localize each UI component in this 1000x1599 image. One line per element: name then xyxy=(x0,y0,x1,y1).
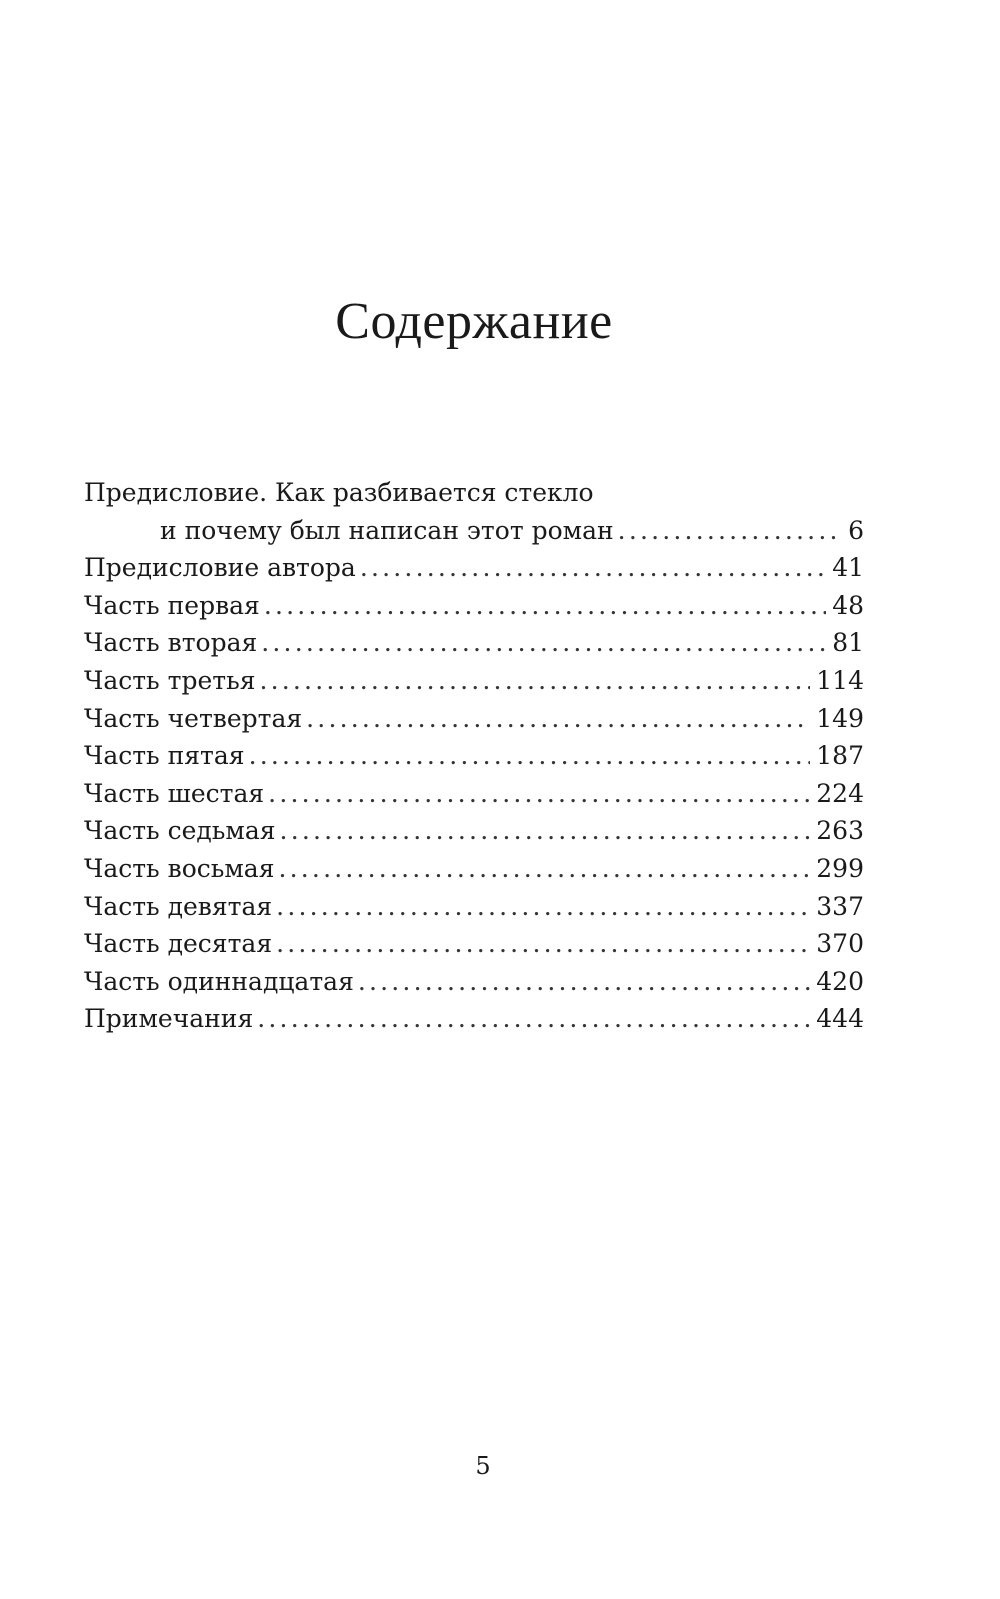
toc-entry-label: Часть пятая xyxy=(84,741,245,771)
toc-entry-page: 187 xyxy=(816,741,864,771)
toc-entry xyxy=(84,850,864,888)
toc-entry xyxy=(84,1000,864,1038)
toc-entry xyxy=(84,737,864,775)
toc-leader-dots xyxy=(280,812,811,850)
toc-entry-label: Часть девятая xyxy=(84,891,273,921)
toc-entry-label: Часть четвертая xyxy=(84,703,303,733)
toc-leader-dots xyxy=(276,888,810,926)
toc-entry xyxy=(84,925,864,963)
toc-leader-dots xyxy=(249,737,811,775)
toc-entry-label: Часть восьмая xyxy=(84,853,275,883)
toc-leader-dots xyxy=(306,700,810,738)
toc-leader-dots xyxy=(360,549,826,587)
toc-entry-label: Предисловие. Как разбивается стекло xyxy=(84,478,594,507)
toc-leader-dots xyxy=(259,662,810,700)
table-of-contents xyxy=(84,474,864,1038)
toc-entry-label: и почему был написан этот роман xyxy=(160,515,614,545)
toc-entry-page: 263 xyxy=(816,816,864,846)
toc-entry xyxy=(84,775,864,813)
toc-entry-label: Часть первая xyxy=(84,590,260,620)
toc-entry-label: Часть одиннадцатая xyxy=(84,966,354,996)
toc-leader-dots xyxy=(618,512,842,550)
page-number: 5 xyxy=(475,1452,491,1480)
toc-entry-page: 41 xyxy=(832,553,864,583)
toc-entry xyxy=(84,624,864,662)
toc-entry-label: Предисловие автора xyxy=(84,553,356,583)
page-title: Содержание xyxy=(335,293,613,350)
toc-entry xyxy=(84,888,864,926)
toc-entry-page: 6 xyxy=(848,515,864,545)
toc-entry xyxy=(84,587,864,625)
toc-entry xyxy=(84,963,864,1001)
toc-entry-page: 149 xyxy=(816,703,864,733)
toc-leader-dots xyxy=(278,850,810,888)
toc-entry-page: 299 xyxy=(816,853,864,883)
toc-entry-page: 370 xyxy=(816,929,864,959)
toc-leader-dots xyxy=(268,775,810,813)
toc-entry-page: 420 xyxy=(816,966,864,996)
toc-leader-dots xyxy=(261,624,826,662)
toc-entry xyxy=(84,700,864,738)
toc-entry-label: Часть седьмая xyxy=(84,816,276,846)
toc-entry-page: 224 xyxy=(816,778,864,808)
toc-entry-label: Часть вторая xyxy=(84,628,258,658)
toc-entry-label: Часть третья xyxy=(84,665,256,695)
toc-entry-page: 337 xyxy=(816,891,864,921)
toc-entry-preface-line2 xyxy=(84,512,864,550)
toc-entry-preface-line1 xyxy=(84,474,864,512)
toc-leader-dots xyxy=(276,925,810,963)
toc-entry-page: 81 xyxy=(832,628,864,658)
toc-entry-label: Часть шестая xyxy=(84,778,265,808)
toc-entry xyxy=(84,549,864,587)
toc-entry-page: 114 xyxy=(816,665,864,695)
toc-entry-label: Часть десятая xyxy=(84,929,273,959)
toc-leader-dots xyxy=(358,963,810,1001)
toc-entry xyxy=(84,812,864,850)
toc-entry xyxy=(84,662,864,700)
toc-entry-page: 48 xyxy=(832,590,864,620)
toc-entry-label: Примечания xyxy=(84,1004,254,1034)
toc-leader-dots xyxy=(257,1000,810,1038)
toc-entry-page: 444 xyxy=(816,1004,864,1034)
toc-leader-dots xyxy=(264,587,826,625)
